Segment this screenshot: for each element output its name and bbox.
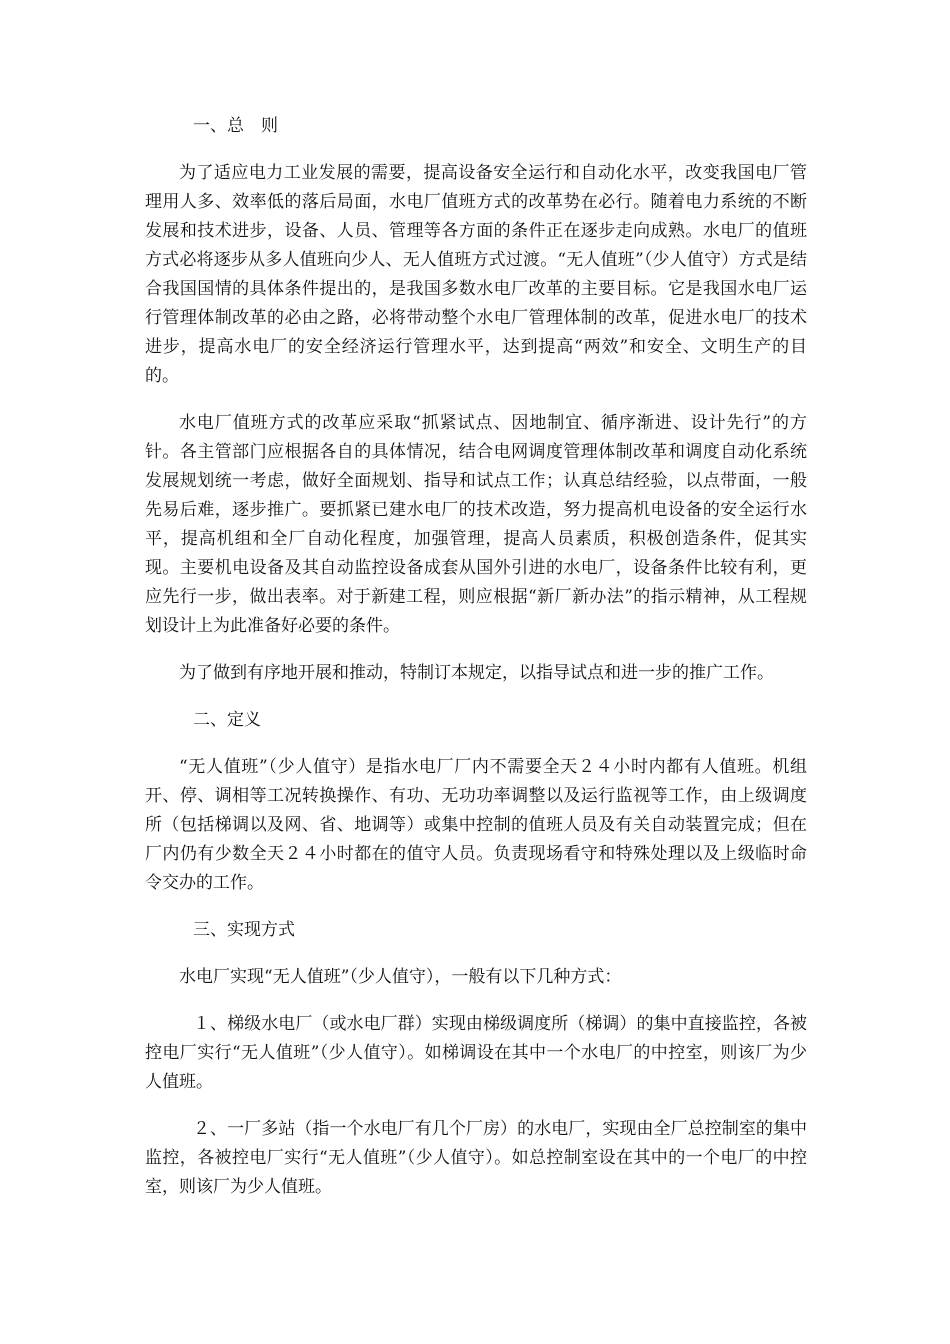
section-heading-definition: 二、定义: [193, 710, 261, 730]
paragraph-general-3: 为了做到有序地开展和推动，特制订本规定，以指导试点和进一步的推广工作。: [179, 663, 774, 683]
section-heading-general: 一、总 则: [193, 116, 278, 136]
list-item-method-2: ２、一厂多站（指一个水电厂有几个厂房）的水电厂，实现由全厂总控制室的集中监控，各被控电厂实行“无人值班”（少人值守）。如总控制室设在其中的一个电厂的中控室，则该厂为少人值班。: [145, 1119, 807, 1197]
document-page: [145, 112, 807, 1220]
paragraph-general-2: 水电厂值班方式的改革应采取“抓紧试点、因地制宜、循序渐进、设计先行”的方针。各主管部门应根据各自的具体情况，结合电网调度管理体制改革和调度自动化系统发展规划统一考虑，做好全面规划、指导和试点工作；认真总结经验，以点带面，一般先易后难，逐步推广。要抓紧已建水电厂的技术改造，努力提高机电设备的安全运行水平，提高机组和全厂自动化程度，加强管理，提高人员素质，积极创造条件，促其实现。主要机电设备及其自动监控设备成套从国外引进的水电厂，设备条件比较有利，更应先行一步，做出表率。对于新建工程，则应根据“新厂新办法”的指示精神，从工程规划设计上为此准备好必要的条件。: [145, 413, 807, 636]
section-heading-methods: 三、实现方式: [193, 920, 295, 940]
paragraph-general-1: 为了适应电力工业发展的需要，提高设备安全运行和自动化水平，改变我国电厂管理用人多、效率低的落后局面，水电厂值班方式的改革势在必行。随着电力系统的不断发展和技术进步，设备、人员、管理等各方面的条件正在逐步走向成熟。水电厂的值班方式必将逐步从多人值班向少人、无人值班方式过渡。“无人值班”（少人值守）方式是结合我国国情的具体条件提出的，是我国多数水电厂改革的主要目标。它是我国水电厂运行管理体制改革的必由之路，必将带动整个水电厂管理体制的改革，促进水电厂的技术进步，提高水电厂的安全经济运行管理水平，达到提高“两效”和安全、文明生产的目的。: [145, 163, 807, 386]
paragraph-methods-intro: 水电厂实现“无人值班”（少人值守），一般有以下几种方式：: [179, 967, 622, 987]
list-item-method-1: １、梯级水电厂（或水电厂群）实现由梯级调度所（梯调）的集中直接监控，各被控电厂实行“无人值班”（少人值守）。如梯调设在其中一个水电厂的中控室，则该厂为少人值班。: [145, 1014, 807, 1092]
paragraph-definition: “无人值班”（少人值守）是指水电厂厂内不需要全天２４小时内都有人值班。机组开、停、调相等工况转换操作、有功、无功功率调整以及运行监视等工作，由上级调度所（包括梯调以及网、省、地调等）或集中控制的值班人员及有关自动装置完成；但在厂内仍有少数全天２４小时都在的值守人员。负责现场看守和特殊处理以及上级临时命令交办的工作。: [145, 757, 807, 893]
